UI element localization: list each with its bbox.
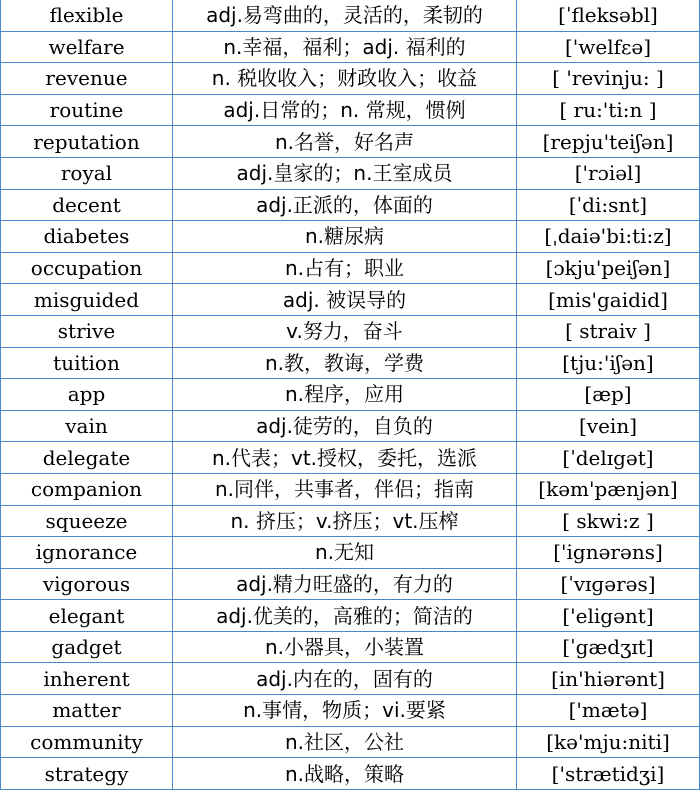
phonetic-cell: [in'hiərənt] — [517, 663, 700, 695]
word-cell: gadget — [1, 631, 173, 663]
definition-cell: adj.优美的，高雅的；简洁的 — [173, 600, 517, 632]
word-cell: strive — [1, 315, 173, 347]
table-row — [1, 600, 700, 632]
definition-cell: n.幸福，福利；adj. 福利的 — [173, 31, 517, 63]
definition-cell: v.努力，奋斗 — [173, 315, 517, 347]
phonetic-cell: [kəm'pænjən] — [517, 473, 700, 505]
phonetic-cell: ['rɔiəl] — [517, 157, 700, 189]
table-row — [1, 63, 700, 95]
table-row — [1, 284, 700, 316]
phonetic-cell: [ɔkju'peiʃən] — [517, 252, 700, 284]
phonetic-cell: [ˈdi:snt] — [517, 189, 700, 221]
phonetic-cell: ['welfεə] — [517, 31, 700, 63]
table-row — [1, 0, 700, 31]
word-cell: revenue — [1, 63, 173, 95]
phonetic-cell: [ˈvɪɡərəs] — [517, 568, 700, 600]
definition-cell: adj.皇家的；n.王室成员 — [173, 157, 517, 189]
word-cell: decent — [1, 189, 173, 221]
table-row — [1, 537, 700, 569]
definition-cell: adj. 被误导的 — [173, 284, 517, 316]
definition-cell: adj.内在的，固有的 — [173, 663, 517, 695]
table-row — [1, 695, 700, 727]
word-cell: misguided — [1, 284, 173, 316]
definition-cell: n.代表；vt.授权，委托，选派 — [173, 442, 517, 474]
table-row — [1, 221, 700, 253]
word-cell: vigorous — [1, 568, 173, 600]
word-cell: royal — [1, 157, 173, 189]
word-cell: delegate — [1, 442, 173, 474]
word-cell: welfare — [1, 31, 173, 63]
phonetic-cell: [repju'teiʃən] — [517, 126, 700, 158]
definition-cell: n.事情，物质；vi.要紧 — [173, 695, 517, 727]
definition-cell: n. 税收收入；财政收入；收益 — [173, 63, 517, 95]
definition-cell: n.无知 — [173, 537, 517, 569]
table-row — [1, 315, 700, 347]
word-cell: inherent — [1, 663, 173, 695]
word-cell: companion — [1, 473, 173, 505]
table-row — [1, 726, 700, 758]
phonetic-cell: ['strætidʒi] — [517, 758, 700, 790]
word-cell: tuition — [1, 347, 173, 379]
phonetic-cell: [æp] — [517, 379, 700, 411]
table-row — [1, 126, 700, 158]
phonetic-cell: ['eligənt] — [517, 600, 700, 632]
table-row — [1, 410, 700, 442]
definition-cell: adj.徒劳的，自负的 — [173, 410, 517, 442]
definition-cell: adj.日常的；n. 常规，惯例 — [173, 94, 517, 126]
word-cell: occupation — [1, 252, 173, 284]
phonetic-cell: [ ru:'ti:n ] — [517, 94, 700, 126]
table-row — [1, 663, 700, 695]
phonetic-cell: [ˈdelɪgət] — [517, 442, 700, 474]
definition-cell: n.名誉，好名声 — [173, 126, 517, 158]
phonetic-cell: [kə'mju:niti] — [517, 726, 700, 758]
definition-cell: n.战略，策略 — [173, 758, 517, 790]
word-cell: vain — [1, 410, 173, 442]
table-row — [1, 631, 700, 663]
table-row — [1, 252, 700, 284]
phonetic-cell: [tju:'iʃən] — [517, 347, 700, 379]
word-cell: ignorance — [1, 537, 173, 569]
definition-cell: adj.精力旺盛的，有力的 — [173, 568, 517, 600]
definition-cell: n.教，教诲，学费 — [173, 347, 517, 379]
definition-cell: n.社区，公社 — [173, 726, 517, 758]
phonetic-cell: [ 'revinju: ] — [517, 63, 700, 95]
word-cell: reputation — [1, 126, 173, 158]
table-row — [1, 473, 700, 505]
definition-cell: n.占有；职业 — [173, 252, 517, 284]
definition-cell: n.同伴，共事者，伴侣；指南 — [173, 473, 517, 505]
table-row — [1, 157, 700, 189]
word-cell: diabetes — [1, 221, 173, 253]
word-cell: squeeze — [1, 505, 173, 537]
table-row — [1, 379, 700, 411]
definition-cell: adj.正派的，体面的 — [173, 189, 517, 221]
definition-cell: n.程序，应用 — [173, 379, 517, 411]
word-cell: elegant — [1, 600, 173, 632]
table-row — [1, 568, 700, 600]
word-cell: routine — [1, 94, 173, 126]
phonetic-cell: [ˈgædʒɪt] — [517, 631, 700, 663]
table-row — [1, 94, 700, 126]
table-row — [1, 442, 700, 474]
definition-cell: n. 挤压；v.挤压；vt.压榨 — [173, 505, 517, 537]
phonetic-cell: ['ignərəns] — [517, 537, 700, 569]
phonetic-cell: [ straiv ] — [517, 315, 700, 347]
word-cell: community — [1, 726, 173, 758]
phonetic-cell: [ˌdaiə'bi:ti:z] — [517, 221, 700, 253]
vocabulary-table-body — [1, 0, 700, 789]
word-cell: matter — [1, 695, 173, 727]
definition-cell: n.小器具，小装置 — [173, 631, 517, 663]
phonetic-cell: [mis'gaidid] — [517, 284, 700, 316]
phonetic-cell: [ skwi:z ] — [517, 505, 700, 537]
word-cell: app — [1, 379, 173, 411]
table-row — [1, 347, 700, 379]
table-row — [1, 31, 700, 63]
phonetic-cell: [vein] — [517, 410, 700, 442]
definition-cell: adj.易弯曲的，灵活的，柔韧的 — [173, 0, 517, 31]
table-row — [1, 505, 700, 537]
definition-cell: n.糖尿病 — [173, 221, 517, 253]
phonetic-cell: [ˈfleksəbl] — [517, 0, 700, 31]
phonetic-cell: ['mætə] — [517, 695, 700, 727]
word-cell: strategy — [1, 758, 173, 790]
table-row — [1, 189, 700, 221]
table-row — [1, 758, 700, 790]
word-cell: flexible — [1, 0, 173, 31]
